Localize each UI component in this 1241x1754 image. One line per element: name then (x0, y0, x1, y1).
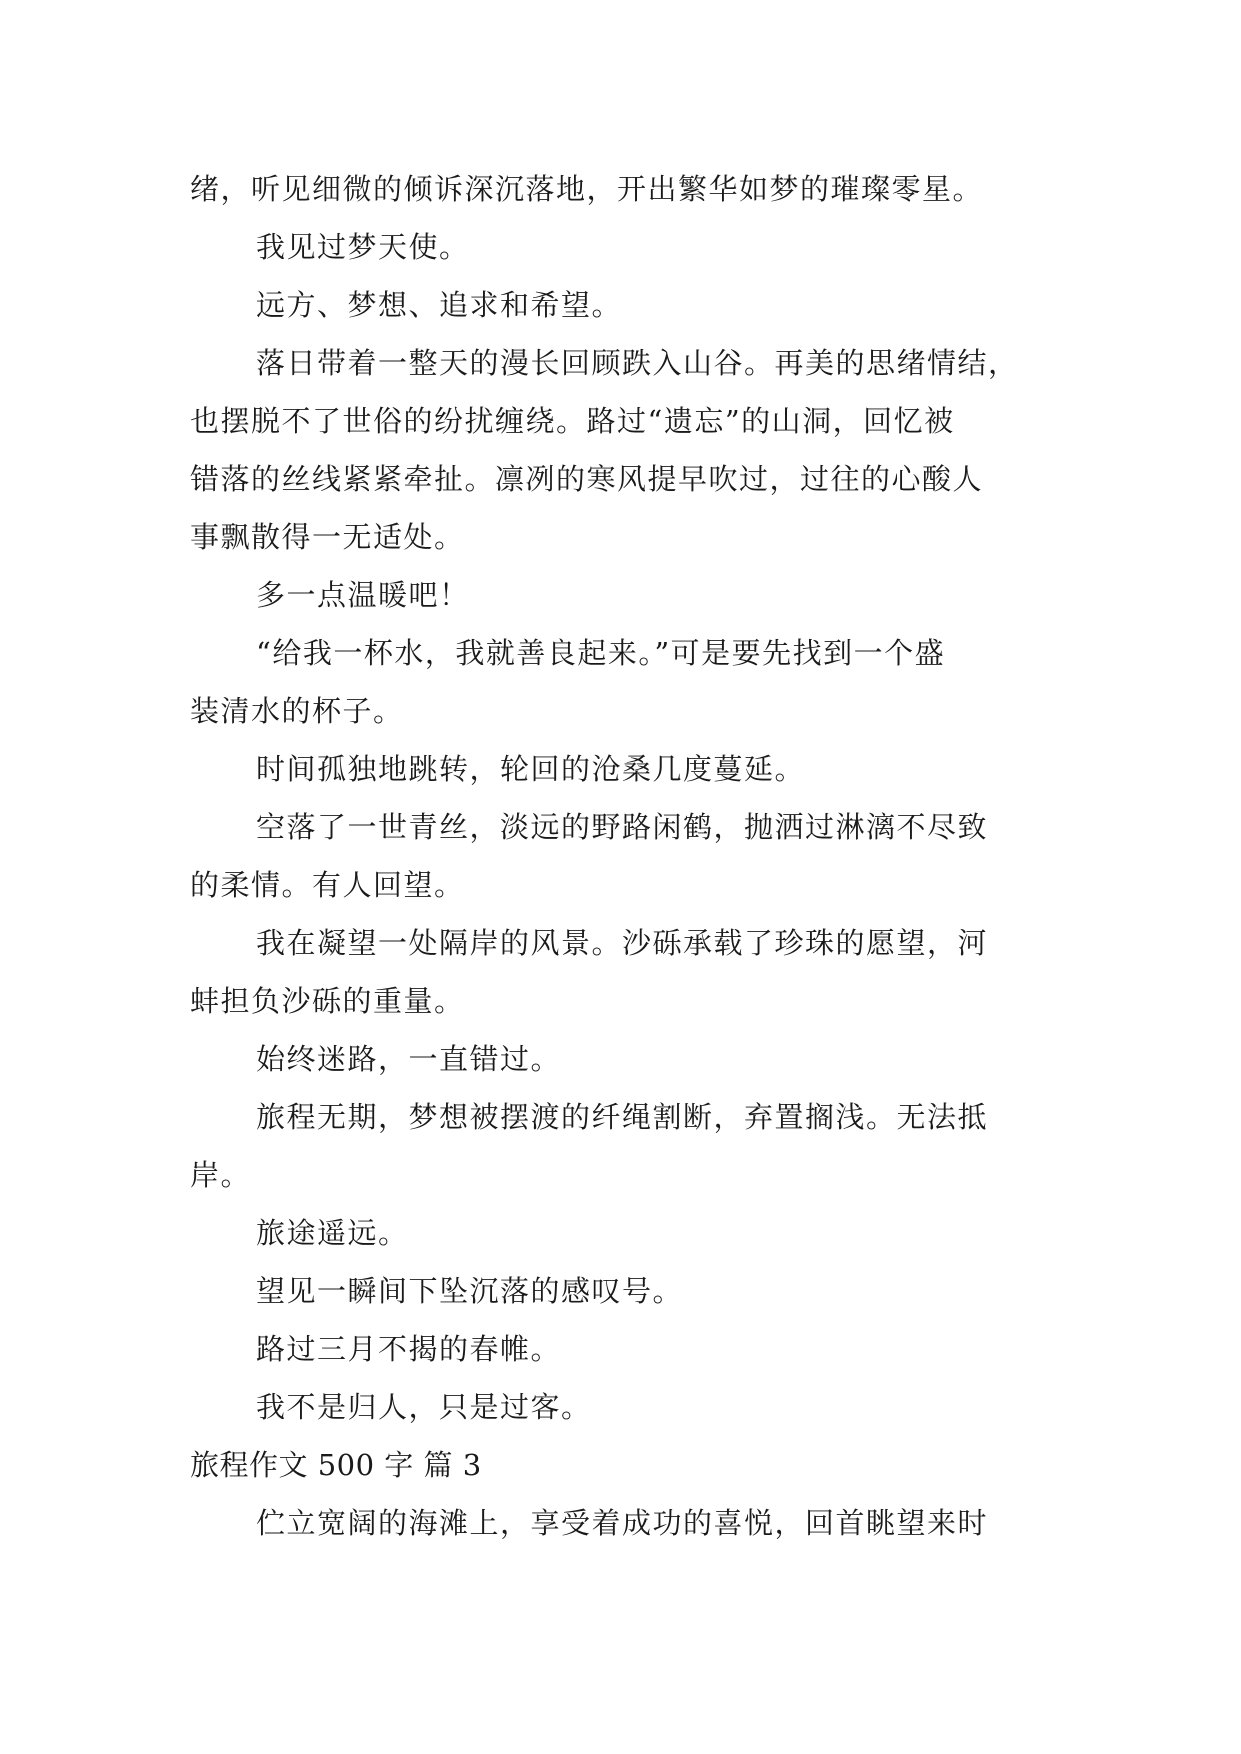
paragraph-line: 蚌担负沙砾的重量。 (190, 984, 465, 1018)
paragraph-line: 事飘散得一无适处。 (190, 520, 465, 554)
paragraph-line: 多一点温暖吧！ (256, 578, 470, 612)
paragraph-line: 伫立宽阔的海滩上，享受着成功的喜悦，回首眺望来时 (256, 1506, 989, 1540)
paragraph-line: 时间孤独地跳转，轮回的沧桑几度蔓延。 (256, 752, 806, 786)
paragraph-line: 的柔情。有人回望。 (190, 868, 465, 902)
paragraph-line: 我不是归人，只是过客。 (256, 1390, 592, 1424)
paragraph-line: 落日带着一整天的漫长回顾跌入山谷。再美的思绪情结， (256, 346, 1019, 380)
paragraph-line: 远方、梦想、追求和希望。 (256, 288, 623, 322)
paragraph-line: 装清水的杯子。 (190, 694, 404, 728)
paragraph-line: “给我一杯水，我就善良起来。”可是要先找到一个盛 (256, 636, 946, 670)
paragraph-line: 我在凝望一处隔岸的风景。沙砾承载了珍珠的愿望，河 (256, 926, 989, 960)
paragraph-line: 始终迷路，一直错过。 (256, 1042, 562, 1076)
paragraph-line: 也摆脱不了世俗的纷扰缠绕。路过“遗忘”的山洞，回忆被 (190, 404, 955, 438)
paragraph-line: 岸。 (190, 1158, 252, 1192)
section-heading: 旅程作文 500 字 篇 3 (190, 1448, 482, 1482)
paragraph-line: 旅程无期，梦想被摆渡的纤绳割断，弃置搁浅。无法抵 (256, 1100, 989, 1134)
paragraph-line: 旅途遥远。 (256, 1216, 409, 1250)
document-body (190, 160, 1050, 1552)
paragraph-line: 路过三月不揭的春帷。 (256, 1332, 562, 1366)
paragraph-line: 望见一瞬间下坠沉落的感叹号。 (256, 1274, 684, 1308)
paragraph-line: 空落了一世青丝，淡远的野路闲鹤，抛洒过淋漓不尽致 (256, 810, 989, 844)
paragraph-line: 错落的丝线紧紧牵扯。凛冽的寒风提早吹过，过往的心酸人 (190, 462, 984, 496)
paragraph-line: 我见过梦天使。 (256, 230, 470, 264)
paragraph-line: 绪，听见细微的倾诉深沉落地，开出繁华如梦的璀璨零星。 (190, 172, 984, 206)
